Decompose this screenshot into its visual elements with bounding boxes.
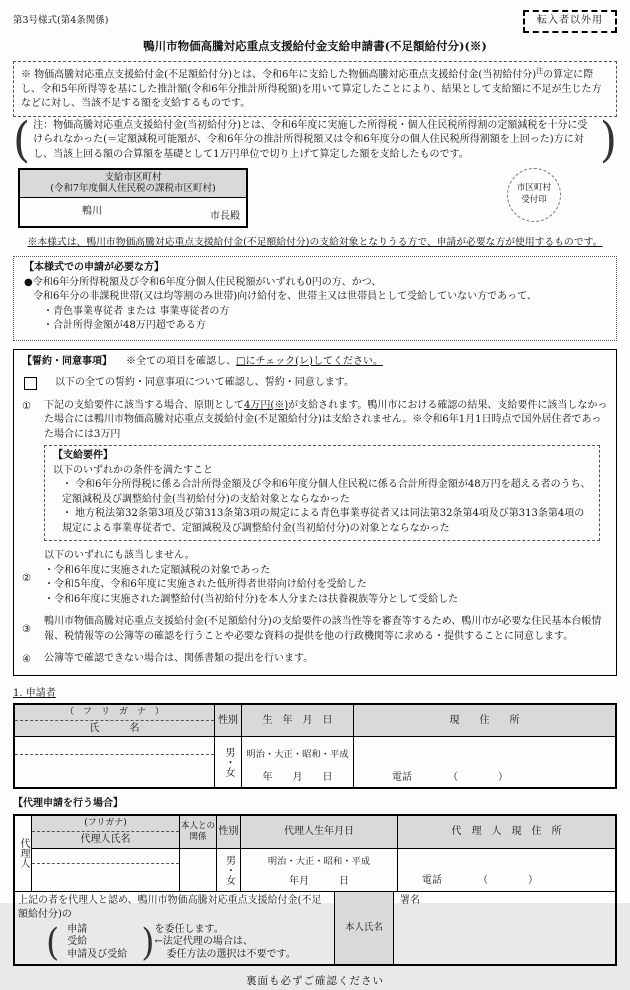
agent-phone-label: 電話	[422, 875, 442, 887]
agent-relation-header: 本人との関係	[180, 816, 217, 848]
applicant-era-options[interactable]: 明治・大正・昭和・平成	[246, 749, 349, 761]
pledge-item-3-number: ③	[22, 624, 31, 636]
pledge-header	[22, 355, 608, 370]
footer-note: 裏面も必ずご確認ください	[246, 975, 384, 988]
agent-side-label: 代理人	[18, 838, 29, 869]
supplement-note	[13, 112, 617, 168]
agent-birth-fields[interactable]: 年月 日	[289, 876, 349, 888]
agent-table-top	[15, 816, 615, 892]
pledge-item-1-number: ①	[22, 400, 31, 412]
applicant-address-header: 現 住 所	[354, 705, 615, 736]
agent-table	[13, 814, 617, 967]
pledge-instruction	[126, 355, 383, 370]
agent-era-options[interactable]: 明治・大正・昭和・平成	[267, 855, 371, 867]
receipt-stamp-circle	[507, 168, 561, 222]
delegation-notes	[155, 924, 296, 962]
applicant-phone-line[interactable]	[354, 771, 615, 786]
mayor-honorific-label: 市長殿	[210, 210, 240, 222]
page-title: 鴨川市物価高騰対応重点支援給付金支給申請書(不足額給付分)(※)	[143, 39, 487, 53]
agent-sex-options[interactable]: 男・女	[223, 854, 235, 885]
agent-birth-input[interactable]	[241, 849, 398, 891]
agent-grid	[32, 816, 615, 891]
applicant-sex-select[interactable]	[215, 737, 242, 787]
municipality-row	[13, 168, 617, 229]
delegation-line1: 上記の者を代理人と認め、鴨川市物価高騰対応重点支援給付金(不足額給付分)の	[18, 894, 322, 921]
applicant-phone-label: 電話	[392, 771, 412, 783]
applicant-phone-field[interactable]: （ ）	[448, 771, 508, 783]
agent-name-header: 代理人氏名	[80, 833, 131, 845]
pledge-item-1-prefix: 下記の支給要件に該当する場合、原則として	[44, 399, 244, 411]
pledge-item-4-number: ④	[22, 654, 31, 666]
requirements-intro: 以下のいずれかの条件を満たすこと	[53, 464, 213, 476]
applicant-name-header: 氏 名	[89, 722, 140, 734]
applicant-furigana-input[interactable]	[15, 737, 214, 755]
pledge-item-3-text: 鴨川市物価高騰対応重点支援給付金(不足額給付分)の支給要件の該当性等を審査等するため、鴨川市が必要な住民基本台帳情報、税情報等の公簿等の確認を行うことや必要な資料の提供を他の行政機関等に求める・提供することに同意します。	[44, 616, 602, 642]
applicant-sex-options[interactable]: 男・女	[223, 747, 234, 778]
stamp-line2: 受付印	[521, 194, 547, 205]
delegation-option-apply-and-receive[interactable]: 申請及び受給	[67, 948, 128, 960]
agent-furigana-header: (フリガナ)	[32, 816, 179, 833]
applicant-section-title: 1. 申請者	[13, 687, 56, 699]
agreement-row	[22, 376, 608, 391]
delegation-note1: ←法定代理の場合は、	[154, 936, 253, 948]
applicant-birth-input[interactable]	[242, 737, 354, 787]
pledge-box	[13, 349, 617, 676]
eligibility-box	[13, 256, 617, 341]
pledge-title: 【誓約・同意事項】	[22, 355, 112, 367]
definition-note-text-cont: の算定に際し、令和5年所得等を基にした推計額(令和6年分推計所得税額)を用いて算定したことにより、結果として支給額に不足が生じた方などに対し、当該不足する額を支給するものです。	[21, 69, 602, 109]
municipality-box	[18, 168, 248, 229]
delegation-options	[67, 924, 127, 962]
pledge-item-2-bullet1: ・令和6年度に実施された定額減税の対象であった	[44, 564, 271, 576]
pledge-item-4	[22, 652, 608, 668]
payment-requirements-box	[44, 445, 600, 541]
eligibility-line1: ●令和6年分所得税額及び令和6年度分個人住民税額がいずれも0円の方、かつ、	[24, 276, 382, 288]
pledge-item-2	[22, 549, 608, 607]
eligibility-bullet2: ・合計所得金額が48万円超である方	[43, 320, 206, 332]
pledge-item-1-suffix: が支給されます。鴨川市における確認の結果、支給要件に該当しなかった場合には鴨川市物価高騰対応重点支援給付金(不足額給付分)は支給されません。※令和6年1月1日時点で国外居住者であった場合には3万円	[44, 399, 608, 440]
delegation-open-paren-glyph: (	[46, 920, 60, 965]
delegation-option-apply[interactable]: 申請	[67, 923, 88, 935]
municipality-city-value: 鴨川	[82, 206, 102, 217]
pledge-item-2-bullet2: ・令和5年度、令和6年度に実施された低所得者世帯向け給付を受給した	[44, 579, 367, 591]
usage-note: ※本様式は、鴨川市物価高騰対応重点支援給付金(不足額給付分)の支給対象となりうる方で、申請が必要な方が使用するものです。	[27, 237, 603, 249]
agent-phone-line[interactable]	[398, 874, 615, 889]
top-bar	[13, 10, 617, 36]
applicant-birth-header: 生 年 月 日	[242, 705, 354, 736]
applicant-table-header	[15, 705, 615, 737]
applicant-sex-header: 性別	[215, 705, 242, 736]
delegation-options-group	[46, 920, 330, 965]
applicant-table-body	[15, 737, 615, 787]
agent-section-title: 【代理申請を行う場合】	[13, 798, 123, 810]
agreement-checkbox[interactable]	[24, 377, 37, 390]
form-number: 第3号様式(第4条関係)	[13, 15, 109, 26]
agent-sex-header: 性別	[217, 816, 241, 848]
pledge-item-2-number: ②	[22, 572, 31, 584]
agent-furigana-input[interactable]	[32, 849, 179, 864]
pledge-instruction-underlined: □にチェック(レ)してください。	[236, 355, 383, 367]
applicant-table	[13, 703, 617, 789]
applicant-furigana-header: （ フ リ ガ ナ ）	[15, 705, 214, 721]
applicant-name-header-cell	[15, 705, 215, 736]
agent-relation-input[interactable]	[180, 849, 217, 891]
agent-address-header: 代 理 人 現 住 所	[398, 816, 615, 848]
eligibility-line2: 令和6年分の非課税世帯(又は均等割のみ世帯)向け給付を、世帯主又は世帯員として受給していない方であって、	[33, 291, 537, 303]
applicant-address-input[interactable]	[354, 737, 615, 787]
agent-table-body	[32, 849, 615, 891]
delegation-close-paren-glyph: )	[141, 920, 155, 965]
municipality-box-body	[20, 198, 246, 226]
open-paren-glyph: (	[13, 112, 31, 168]
definition-note-text: ※ 物価高騰対応重点支援給付金(不足額給付分)とは、令和6年に支給した物価高騰対応重点支援給付金(当初給付分)	[21, 69, 537, 80]
pledge-item-1-text	[44, 399, 608, 443]
close-paren-glyph: )	[599, 112, 617, 168]
audience-badge: 転入者以外用	[523, 10, 617, 33]
applicant-birth-fields[interactable]: 年 月 日	[262, 771, 333, 783]
definition-note-superscript: 注	[536, 66, 544, 75]
pledge-item-3	[22, 615, 608, 644]
applicant-name-input[interactable]	[15, 737, 215, 787]
agent-address-input[interactable]	[398, 849, 615, 891]
pledge-item-2-bullet3: ・令和6年度に実施された調整給付(当初給付分)を本人分または扶養親族等分として受給した	[44, 593, 459, 605]
municipality-box-header	[20, 170, 246, 199]
agent-name-input[interactable]	[32, 849, 180, 891]
signature-cell[interactable]	[394, 892, 615, 965]
agent-birth-header: 代理人生年月日	[241, 816, 398, 848]
delegation-note2: 委任方法の選択は不要です。	[166, 948, 296, 960]
delegation-option-receive[interactable]: 受給	[67, 936, 88, 948]
agent-sex-select[interactable]	[217, 849, 241, 891]
principal-name-label-cell: 本人氏名	[335, 892, 394, 965]
municipality-header-line2: (令和7年度個人住民税の課税市区町村)	[50, 183, 216, 195]
delegation-row	[15, 892, 615, 965]
stamp-line1: 市区町村	[516, 182, 551, 193]
signature-label: 署名	[400, 894, 420, 906]
agreement-text: 以下の全ての誓約・同意事項について確認し、誓約・同意します。	[55, 377, 354, 389]
pledge-item-2-intro: 以下のいずれにも該当しません。	[44, 550, 195, 562]
delegation-commission-text: を委任します。	[154, 923, 224, 935]
pledge-item-2-text	[44, 549, 608, 607]
agent-name-header-cell	[32, 816, 180, 848]
agent-table-header	[32, 816, 615, 849]
requirements-bullet2: ・ 地方税法第32条第3項及び第313条第3項の規定による青色事業専従者又は同法第32条第4項及び第313条第4項の規定による事業専従者で、定額減税及び調整給付金(当初給付分)の対象とならなかった	[62, 508, 585, 534]
agent-side-label-cell	[15, 816, 32, 891]
requirements-bullet1: ・ 令和6年分所得税に係る合計所得金額及び令和6年度分個人住民税に係る合計所得金額が48万円を超える者のうち、定額減税及び調整給付金(当初給付分)の支給対象とならなかった	[62, 479, 591, 505]
definition-note-box	[13, 61, 617, 117]
agent-phone-field[interactable]: （ ）	[478, 875, 538, 887]
pledge-instruction-prefix: ※全ての項目を確認し、	[126, 355, 236, 367]
pledge-item-4-text: 公簿等で確認できない場合は、関係書類の提出を行います。	[44, 653, 314, 665]
requirements-title: 【支給要件】	[53, 450, 113, 462]
supplement-note-text: 注：物価高騰対応重点支援給付金(当初給付分)とは、令和6年度に実施した所得税・個人住民税所得割の定額減税を十分に受けられなかった(＝定額減税可能額が、令和6年分の推計所得税額又は令和6年度分の個人住民税所得割額を上回った)方に対し、当該上回る額の合算額を基礎として1万円単位で切り上げて算定した額を支給したものです。	[33, 119, 588, 160]
delegation-statement-cell	[15, 892, 335, 965]
eligibility-bullet1: ・青色事業専従者 または 事業専従者の方	[43, 305, 230, 317]
eligibility-title: 【本様式での申請が必要な方】	[24, 262, 164, 274]
pledge-item-1-amount: 4万円(※)	[244, 399, 289, 411]
municipality-header-line1: 支給市区町村	[104, 171, 162, 183]
pledge-item-1	[22, 399, 608, 443]
